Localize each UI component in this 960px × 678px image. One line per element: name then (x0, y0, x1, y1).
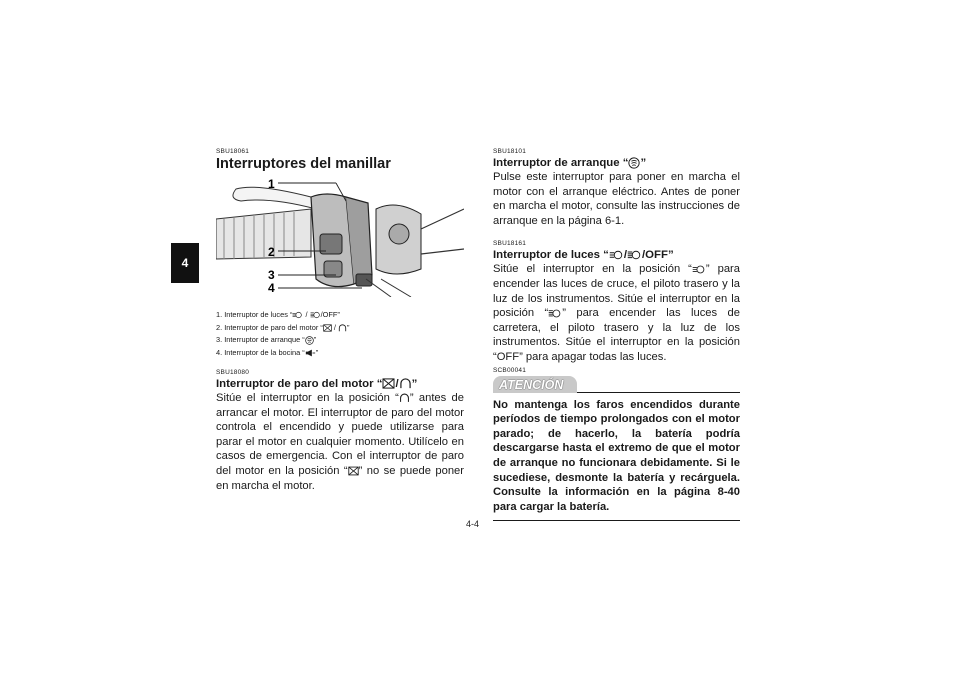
attention-label: ATENCIÓN (493, 376, 577, 393)
stop-section-code: SBU18080 (216, 369, 250, 376)
engine-run-icon (399, 393, 410, 403)
engine-stop-icon (323, 324, 332, 332)
chapter-tab: 4 (171, 243, 199, 283)
handlebar-switch-illustration (216, 179, 464, 297)
figure-label-3: 3 (268, 268, 275, 282)
section-title: Interruptores del manillar (216, 156, 391, 172)
horn-icon (305, 349, 316, 357)
caption-item: 1. Interruptor de luces “ / /OFF” (216, 310, 340, 319)
attention-header (493, 376, 740, 393)
handlebar-figure (216, 179, 464, 297)
left-column (216, 148, 464, 493)
attention-rule (577, 392, 740, 393)
figure-captions (216, 309, 464, 359)
caption-item: 4. Interruptor de la bocina “ ” (216, 347, 319, 357)
figure-label-4: 4 (268, 281, 275, 295)
engine-stop-icon (382, 378, 395, 389)
start-switch-heading: Interruptor de arranque “ ” (493, 157, 647, 169)
start-switch-body: Pulse este interruptor para poner en marcha el motor con el arranque eléctrico. Antes de poner en marcha el motor, consulte las instrucciones de arranque en la página 6-1. (493, 171, 740, 227)
start-section-code: SBU18101 (493, 148, 527, 155)
caption-item: 2. Interruptor de paro del motor “ / ” (216, 322, 350, 332)
attention-code: SCB00041 (493, 366, 527, 374)
caption-item: 3. Interruptor de arranque “ ” (216, 335, 317, 344)
right-column (493, 148, 740, 521)
page-number: 4-4 (466, 519, 480, 529)
high-beam-icon (548, 309, 562, 318)
section-code: SBU18061 (216, 148, 250, 155)
lights-switch-heading: Interruptor de luces “ / /OFF” (493, 249, 674, 262)
high-beam-icon (627, 250, 642, 260)
figure-label-1: 1 (268, 179, 275, 191)
figure-label-2: 2 (268, 245, 275, 259)
stop-switch-body: Sitúe el interruptor en la posición “ ” antes de arrancar el motor. El interruptor de paro del motor controla el encendido y puede utilizarse para parar el motor en cualquier momento. Utilícelo en casos de emergencia. Con el interruptor de paro del motor en la posición “ ” no se puede poner en marcha el motor. (216, 392, 464, 492)
engine-run-icon (399, 378, 412, 389)
low-beam-icon (692, 265, 706, 274)
lights-switch-body: Sitúe el interruptor en la posición “ ” para encender las luces de cruce, el piloto trasero y la luz de los instrumentos. Sitúe el interruptor en la posición “ ” para encender las luces de carretera, el piloto trasero y la luz de los instrumentos. Sitúe el interruptor en la posición “OFF” para apagar todas las luces. (493, 263, 740, 363)
low-beam-icon (609, 250, 624, 260)
start-icon (628, 157, 640, 169)
lights-section-code: SBU18161 (493, 240, 527, 248)
low-beam-icon (292, 311, 303, 319)
attention-text: No mantenga los faros encendidos durante períodos de tiempo prolongados con el motor parado; de hacerlo, la batería podría descargarse hasta el extremo de que el motor de arranque no funcionara debidamente. Si le sucediese, desmonte la batería y recárguela. Consulte la información en la página 8-40 para cargar la batería. (493, 398, 740, 522)
stop-switch-heading: Interruptor de paro del motor “ / ” (216, 378, 418, 390)
engine-stop-icon (348, 466, 359, 476)
engine-run-icon (338, 324, 347, 332)
start-icon (305, 336, 314, 345)
high-beam-icon (310, 311, 321, 319)
